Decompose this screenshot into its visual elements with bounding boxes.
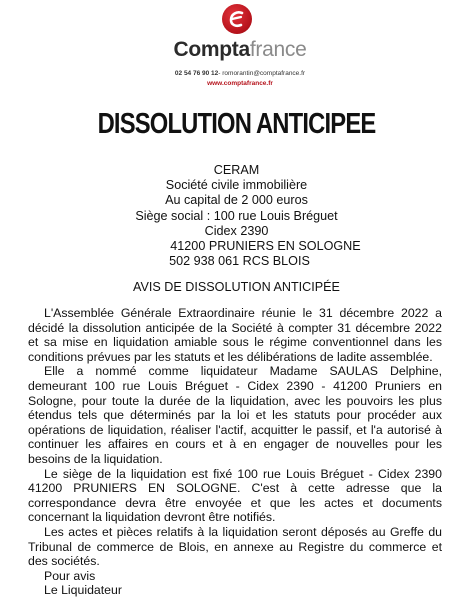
company-rcs: 502 938 061 RCS BLOIS (169, 254, 310, 269)
website-url: www.comptafrance.fr (207, 80, 273, 87)
brand-name (170, 38, 310, 62)
company-block (0, 163, 473, 269)
company-address: Siège social : 100 rue Louis Bréguet (135, 208, 338, 223)
company-cidex: Cidex 2390 (204, 223, 269, 238)
contact-email: - romorantin@comptafrance.fr (218, 70, 306, 77)
company-capital: Au capital de 2 000 euros (165, 193, 308, 208)
paragraph-siege: Le siège de la liquidation est fixé 100 rue Louis Bréguet - Cidex 2390 41200 PRUNIERS EN SOLOGNE. C'est à cette adresse que la correspondance devra être envoyée et que les actes et documents concernant la liquidation devront être notifiés. (28, 466, 442, 525)
phone-number: 02 54 76 90 12 (174, 70, 219, 77)
notice-body (28, 306, 442, 598)
brand-main: Compta (173, 38, 250, 61)
document-title: DISSOLUTION ANTICIPEE (97, 108, 376, 140)
comptafrance-logo (140, 4, 340, 100)
closing-signature: Le Liquidateur (44, 583, 122, 598)
paragraph-liquidateur: Elle a nommé comme liquidateur Madame SAULAS Delphine, demeurant 100 rue Louis Bréguet - Cidex 2390 - 41200 Pruniers en Sologne, pour toute la durée de la liquidation, avec les pouvoirs les plus étendus tels que déterminés par la loi et les statuts pour procéder aux opérations de liquidation, réaliser l'actif, acquitter le passif, et l'a autorisé à continuer les affaires en cours et à en engager de nouvelles pour les besoins de la liquidation. (28, 364, 442, 466)
company-city: 41200 PRUNIERS EN SOLOGNE (170, 239, 361, 254)
paragraph-depot: Les actes et pièces relatifs à la liquidation seront déposés au Greffe du Tribunal de commerce de Blois, en annexe au Registre du commerce et des sociétés. (28, 524, 442, 569)
avis-heading: AVIS DE DISSOLUTION ANTICIPÉE (133, 280, 340, 294)
paragraph-assemblee: L'Assemblée Générale Extraordinaire réunie le 31 décembre 2022 a décidé la dissolution anticipée de la Société à compter 31 décembre 2022 et sa mise en liquidation amiable sous le régime conventionnel dans les conditions prévues par les statuts et les délibérations de ladite assemblée. (28, 306, 442, 364)
logo-emblem-icon (222, 4, 252, 34)
closing-pour-avis: Pour avis (44, 568, 96, 583)
company-type: Société civile immobilière (165, 178, 308, 193)
contact-line (170, 70, 310, 77)
brand-rest: france (249, 38, 307, 61)
company-name: CERAM (213, 163, 260, 177)
